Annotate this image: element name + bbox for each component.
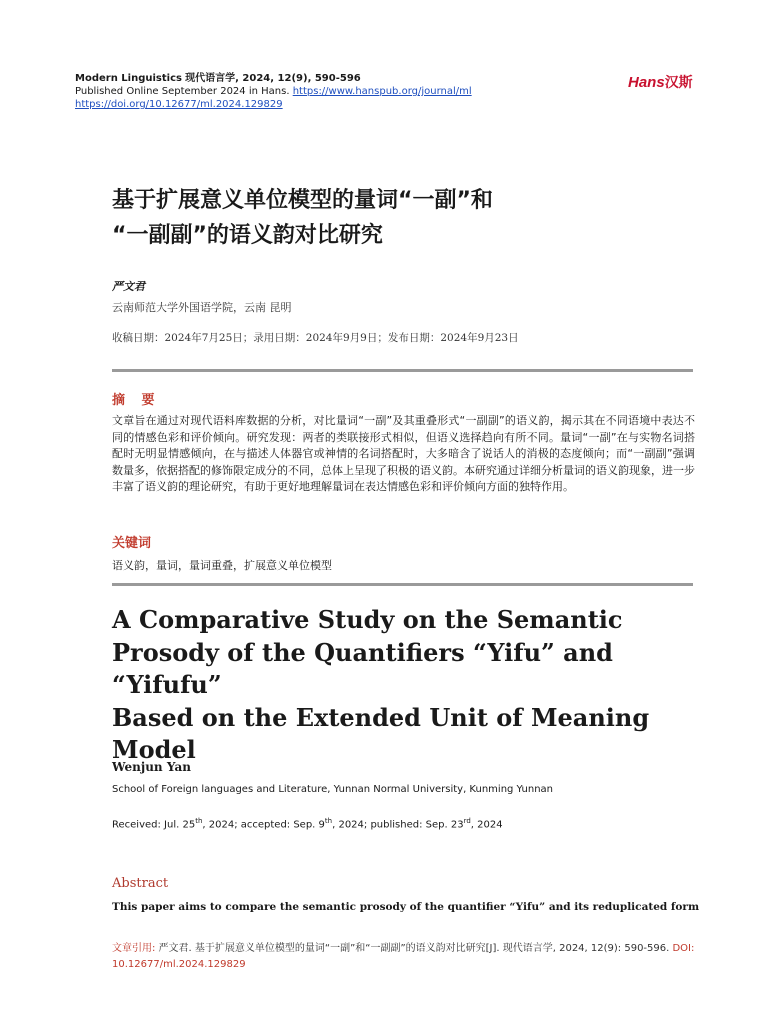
title-cn — [112, 183, 672, 253]
title-en-line-3: Based on the Extended Unit of Meaning — [112, 702, 650, 732]
abstract-heading-en: Abstract — [112, 876, 169, 891]
title-en-line-1: A Comparative Study on the Semantic — [112, 605, 623, 634]
dates-tail: , 2024 — [470, 819, 503, 831]
citation-doi[interactable]: DOI: 10.12677/ml.2024.129829 — [112, 943, 695, 970]
abstract-heading-cn: 摘 要 — [112, 393, 161, 408]
journal-url-link[interactable]: https://www.hanspub.org/journal/ml — [292, 86, 472, 97]
keywords-cn: 语义韵，量词，量词重叠，扩展意义单位模型 — [112, 559, 332, 572]
author-cn: 严文君 — [112, 280, 145, 293]
citation-text: 严文君. 基于扩展意义单位模型的量词“一副”和“一副副”的语义韵对比研究[J]. 现代语言学, 2024, 12(9): 590-596. — [155, 943, 673, 954]
abstract-text-en: This paper aims to compare the semantic prosody of the quantifier “Yifu” and its reduplicated form — [112, 901, 700, 913]
accepted-sup: th — [324, 817, 333, 825]
dates-en — [112, 817, 503, 830]
title-cn-line-1: 基于扩展意义单位模型的量词“一副”和 — [112, 188, 493, 213]
accepted-text: , 2024; accepted: Sep. 9 — [202, 819, 325, 831]
affiliation-cn: 云南师范大学外国语学院，云南 昆明 — [112, 301, 292, 314]
journal-header — [75, 72, 595, 111]
journal-name: Modern Linguistics — [75, 73, 182, 84]
published-line: Published Online September 2024 in Hans. — [75, 86, 290, 97]
abstract-text-cn: 文章旨在通过对现代语料库数据的分析，对比量词“一副”及其重叠形式“一副副”的语义韵，揭示其在不同语境中表达不同的情感色彩和评价倾向。研究发现：两者的类联接形式相似，但语义选择趋向有所不同。量词“一副”在与实物名词搭配时无明显情感倾向，在与描述人体器官或神情的名词搭配时，大多暗含了说话人的消极的态度倾向；而“一副副”强调数量多，依据搭配的修饰限定成分的不同，总体上呈现了积极的语义韵。本研究通过详细分析量词的语义韵现象，进一步丰富了语义韵的理论研究，有助于更好地理解量词在表达情感色彩和评价倾向方面的独特作用。 — [112, 414, 695, 493]
title-en-line-2: Prosody of the Quantifiers “Yifu” and “Yifufu” — [112, 637, 613, 699]
logo-cn: 汉斯 — [664, 75, 693, 91]
title-en-line-4: Model — [112, 735, 196, 764]
title-en — [112, 604, 712, 767]
keywords-heading-cn: 关键词 — [112, 536, 152, 551]
affiliation-en: School of Foreign languages and Literature, Yunnan Normal University, Kunming Yunnan — [112, 784, 553, 795]
hans-logo — [628, 72, 693, 92]
citation-label: 文章引用: — [112, 943, 156, 954]
published-text: , 2024; published: Sep. 23 — [332, 819, 464, 831]
logo-latin: Hans — [628, 74, 665, 91]
received-text: Received: Jul. 25 — [112, 819, 196, 831]
divider-top — [112, 369, 693, 372]
citation — [112, 941, 697, 973]
title-cn-line-2: “一副副”的语义韵对比研究 — [112, 223, 383, 248]
author-en: Wenjun Yan — [112, 760, 191, 774]
dates-cn: 收稿日期：2024年7月25日；录用日期：2024年9月9日；发布日期：2024年9月23日 — [112, 332, 519, 344]
received-sup: th — [195, 817, 203, 825]
divider-middle — [112, 583, 693, 586]
published-sup: rd — [463, 817, 471, 825]
doi-link[interactable]: https://doi.org/10.12677/ml.2024.129829 — [75, 99, 283, 110]
journal-cn-info: 现代语言学, 2024, 12(9), 590-596 — [185, 73, 361, 84]
